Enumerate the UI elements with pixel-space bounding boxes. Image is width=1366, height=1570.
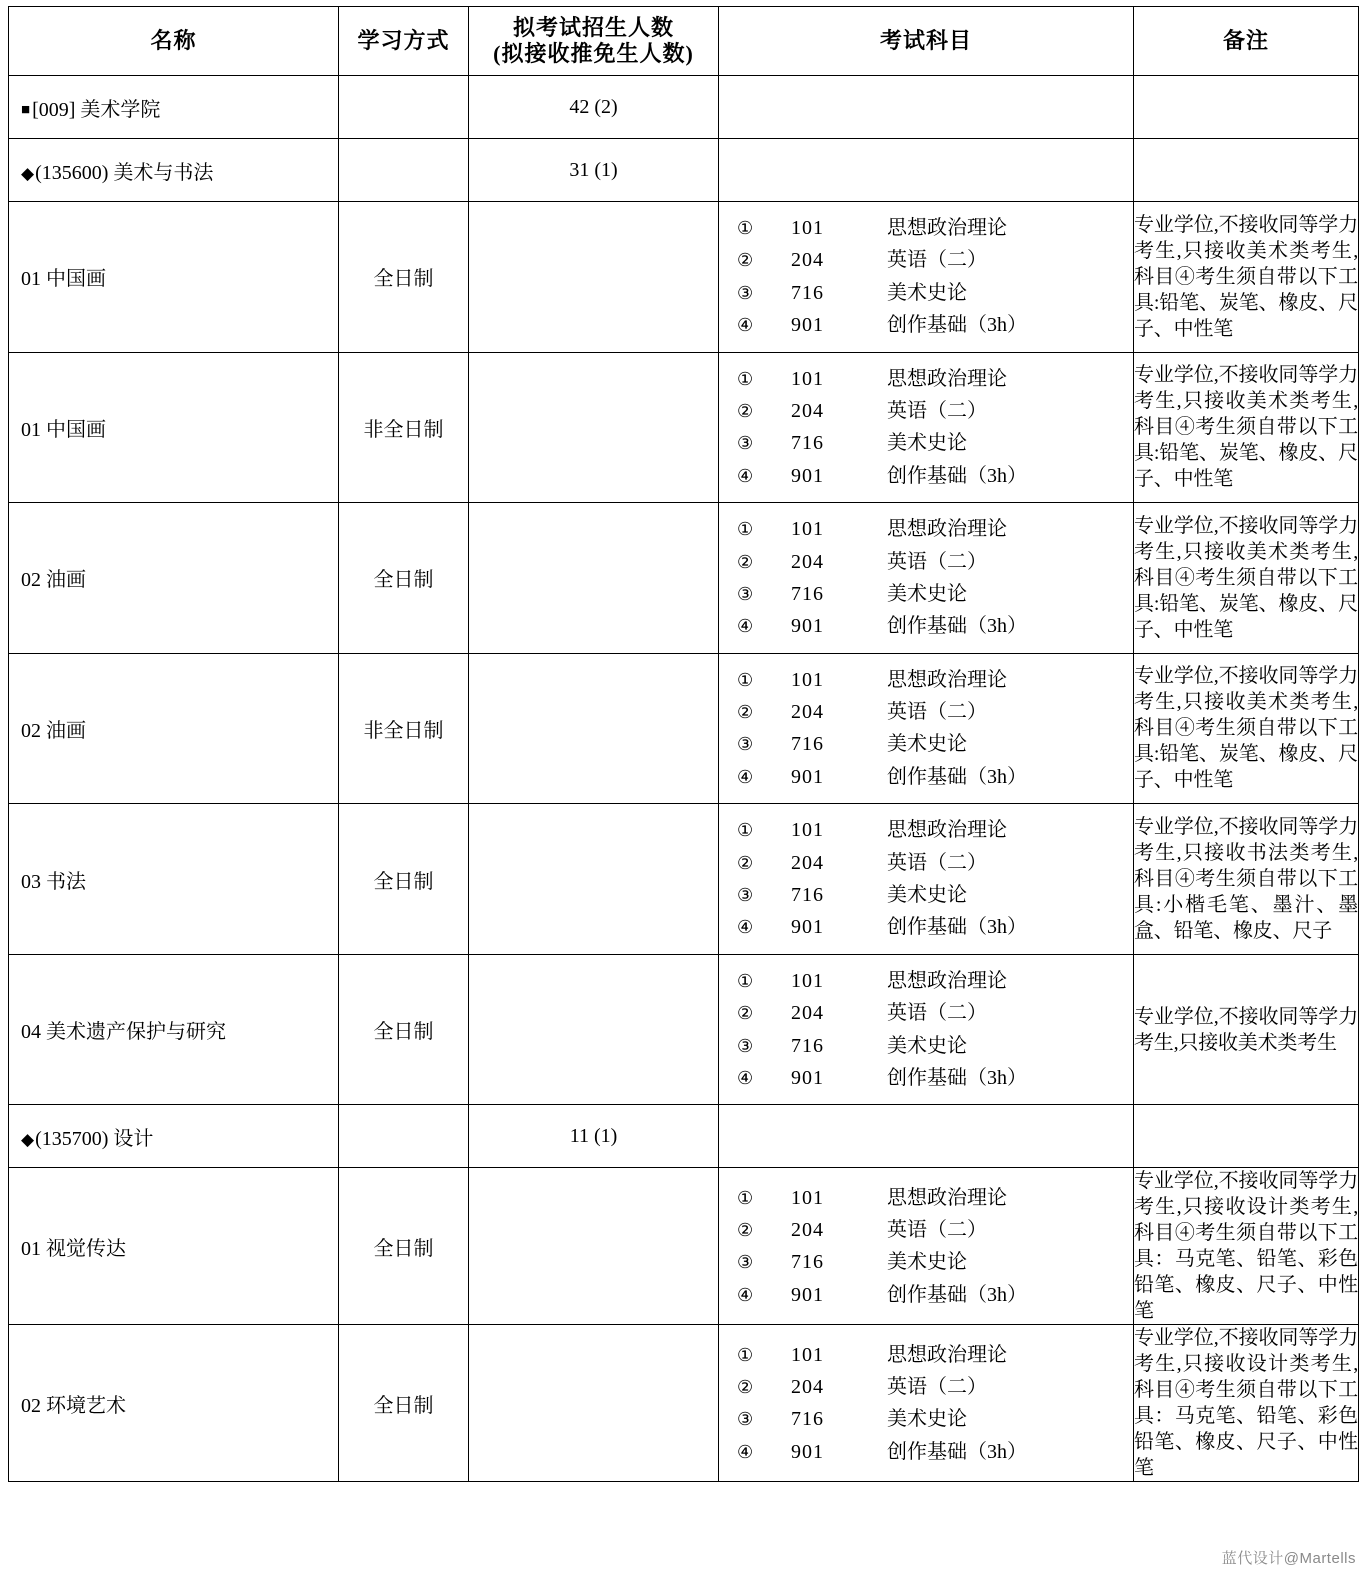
subject-code: 204 bbox=[791, 1375, 824, 1398]
subject-code: 716 bbox=[791, 733, 824, 756]
cell-study-mode bbox=[339, 139, 469, 202]
subject-line bbox=[737, 911, 1133, 943]
subject-code: 101 bbox=[791, 668, 824, 691]
subject-list bbox=[719, 955, 1133, 1105]
subject-title: 思想政治理论 bbox=[887, 1343, 1007, 1366]
subject-code: 204 bbox=[791, 249, 824, 272]
subject-code: 204 bbox=[791, 701, 824, 724]
cell-notes bbox=[1134, 1105, 1359, 1168]
subject-title: 思想政治理论 bbox=[887, 668, 1007, 691]
subject-index: ① bbox=[737, 1187, 754, 1208]
subject-title: 思想政治理论 bbox=[887, 1186, 1007, 1209]
subject-code: 716 bbox=[791, 281, 824, 304]
subject-index: ② bbox=[737, 852, 754, 873]
table-row bbox=[9, 503, 1359, 654]
subject-title: 创作基础（3h） bbox=[887, 314, 1027, 337]
cell-quota: 31 (1) bbox=[469, 139, 719, 202]
subject-list bbox=[719, 503, 1133, 653]
cell-exam-subjects bbox=[719, 503, 1134, 654]
subject-index: ③ bbox=[737, 734, 754, 755]
subject-line bbox=[737, 546, 1133, 578]
table-body bbox=[9, 76, 1359, 1482]
cell-notes: 专业学位,不接收同等学力考生,只接收美术类考生 bbox=[1134, 954, 1359, 1105]
subject-title: 创作基础（3h） bbox=[887, 464, 1027, 487]
subject-code: 101 bbox=[791, 518, 824, 541]
subject-title: 美术史论 bbox=[887, 432, 967, 455]
subject-title: 创作基础（3h） bbox=[887, 916, 1027, 939]
subject-line bbox=[737, 1279, 1133, 1311]
subject-index: ② bbox=[737, 1219, 754, 1240]
cell-notes: 专业学位,不接收同等学力考生,只接收设计类考生,科目④考生须自带以下工具：马克笔、铅笔、彩色铅笔、橡皮、尺子、中性笔 bbox=[1134, 1325, 1359, 1482]
subject-line bbox=[737, 761, 1133, 793]
subject-title: 创作基础（3h） bbox=[887, 765, 1027, 788]
subject-index: ④ bbox=[737, 1067, 754, 1088]
subject-list bbox=[719, 202, 1133, 352]
name-label: 01 中国画 bbox=[21, 268, 106, 291]
table-row bbox=[9, 653, 1359, 804]
name-label: 01 视觉传达 bbox=[21, 1237, 126, 1260]
subject-title: 思想政治理论 bbox=[887, 518, 1007, 541]
subject-index: ④ bbox=[737, 616, 754, 637]
subject-code: 204 bbox=[791, 851, 824, 874]
table-row bbox=[9, 954, 1359, 1105]
subject-line bbox=[737, 1182, 1133, 1214]
subject-line bbox=[737, 212, 1133, 244]
header-notes: 备注 bbox=[1134, 7, 1359, 76]
table-header-row bbox=[9, 7, 1359, 76]
subject-code: 101 bbox=[791, 819, 824, 842]
cell-notes: 专业学位,不接收同等学力考生,只接收美术类考生,科目④考生须自带以下工具:铅笔、炭笔、橡皮、尺子、中性笔 bbox=[1134, 503, 1359, 654]
subject-line bbox=[737, 879, 1133, 911]
subject-line bbox=[737, 1062, 1133, 1094]
cell-name bbox=[9, 1325, 339, 1482]
cell-name bbox=[9, 1105, 339, 1168]
table-row bbox=[9, 1168, 1359, 1325]
subject-index: ② bbox=[737, 1376, 754, 1397]
subject-index: ③ bbox=[737, 433, 754, 454]
header-quota-line2: (拟接收推免生人数) bbox=[493, 41, 694, 66]
cell-name bbox=[9, 139, 339, 202]
subject-index: ① bbox=[737, 368, 754, 389]
name-label: 03 书法 bbox=[21, 870, 86, 893]
subject-index: ③ bbox=[737, 282, 754, 303]
name-label: [009] 美术学院 bbox=[32, 98, 161, 121]
subject-line bbox=[737, 814, 1133, 846]
subject-index: ① bbox=[737, 820, 754, 841]
table-row bbox=[9, 1105, 1359, 1168]
subject-title: 美术史论 bbox=[887, 733, 967, 756]
subject-title: 英语（二） bbox=[887, 1375, 987, 1398]
subject-list bbox=[719, 804, 1133, 954]
subject-code: 901 bbox=[791, 1440, 824, 1463]
cell-quota bbox=[469, 503, 719, 654]
subject-index: ④ bbox=[737, 1441, 754, 1462]
diamond-marker-icon: ◆ bbox=[21, 163, 35, 183]
subject-list bbox=[719, 1329, 1133, 1479]
subject-line bbox=[737, 1436, 1133, 1468]
subject-line bbox=[737, 244, 1133, 276]
subject-index: ④ bbox=[737, 465, 754, 486]
subject-line bbox=[737, 1246, 1133, 1278]
table-row bbox=[9, 202, 1359, 353]
subject-code: 901 bbox=[791, 916, 824, 939]
admissions-table bbox=[8, 6, 1359, 1482]
table-row bbox=[9, 76, 1359, 139]
subject-list bbox=[719, 654, 1133, 804]
cell-name bbox=[9, 202, 339, 353]
cell-notes: 专业学位,不接收同等学力考生,只接收美术类考生,科目④考生须自带以下工具:铅笔、炭笔、橡皮、尺子、中性笔 bbox=[1134, 202, 1359, 353]
subject-title: 英语（二） bbox=[887, 701, 987, 724]
cell-quota bbox=[469, 1168, 719, 1325]
subject-code: 716 bbox=[791, 1251, 824, 1274]
header-quota-line1: 拟考试招生人数 bbox=[512, 14, 674, 40]
subject-line bbox=[737, 696, 1133, 728]
subject-list bbox=[719, 1172, 1133, 1322]
subject-index: ④ bbox=[737, 1284, 754, 1305]
subject-index: ① bbox=[737, 970, 754, 991]
subject-index: ① bbox=[737, 218, 754, 238]
subject-line bbox=[737, 1339, 1133, 1371]
subject-index: ② bbox=[737, 250, 754, 271]
subject-title: 创作基础（3h） bbox=[887, 1440, 1027, 1463]
subject-line bbox=[737, 277, 1133, 309]
cell-study-mode: 全日制 bbox=[339, 804, 469, 955]
subject-line bbox=[737, 965, 1133, 997]
subject-title: 英语（二） bbox=[887, 851, 987, 874]
subject-code: 901 bbox=[791, 615, 824, 638]
subject-title: 创作基础（3h） bbox=[887, 1066, 1027, 1089]
subject-title: 思想政治理论 bbox=[887, 217, 1007, 239]
table-row bbox=[9, 1325, 1359, 1482]
subject-line bbox=[737, 460, 1133, 492]
subject-index: ① bbox=[737, 1344, 754, 1365]
subject-title: 美术史论 bbox=[887, 281, 967, 304]
subject-title: 思想政治理论 bbox=[887, 969, 1007, 992]
subject-code: 716 bbox=[791, 1408, 824, 1431]
subject-line bbox=[737, 997, 1133, 1029]
subject-index: ④ bbox=[737, 766, 754, 787]
subject-title: 美术史论 bbox=[887, 1251, 967, 1274]
subject-title: 思想政治理论 bbox=[887, 367, 1007, 390]
subject-title: 美术史论 bbox=[887, 582, 967, 605]
cell-exam-subjects bbox=[719, 1325, 1134, 1482]
subject-line bbox=[737, 427, 1133, 459]
cell-quota: 42 (2) bbox=[469, 76, 719, 139]
cell-notes: 专业学位,不接收同等学力考生,只接收设计类考生,科目④考生须自带以下工具：马克笔、铅笔、彩色铅笔、橡皮、尺子、中性笔 bbox=[1134, 1168, 1359, 1325]
subject-title: 美术史论 bbox=[887, 1034, 967, 1057]
subject-index: ③ bbox=[737, 885, 754, 906]
cell-quota bbox=[469, 804, 719, 955]
subject-code: 901 bbox=[791, 1283, 824, 1306]
subject-code: 204 bbox=[791, 399, 824, 422]
subject-index: ④ bbox=[737, 315, 754, 336]
cell-notes: 专业学位,不接收同等学力考生,只接收美术类考生,科目④考生须自带以下工具:铅笔、炭笔、橡皮、尺子、中性笔 bbox=[1134, 352, 1359, 503]
header-exam-subjects: 考试科目 bbox=[719, 7, 1134, 76]
subject-line bbox=[737, 728, 1133, 760]
cell-notes bbox=[1134, 76, 1359, 139]
subject-code: 101 bbox=[791, 217, 824, 239]
cell-quota bbox=[469, 1325, 719, 1482]
name-label: 02 油画 bbox=[21, 719, 86, 742]
subject-code: 716 bbox=[791, 884, 824, 907]
cell-exam-subjects bbox=[719, 139, 1134, 202]
subject-code: 716 bbox=[791, 1034, 824, 1057]
cell-quota: 11 (1) bbox=[469, 1105, 719, 1168]
subject-title: 美术史论 bbox=[887, 1408, 967, 1431]
subject-line bbox=[737, 1214, 1133, 1246]
subject-code: 901 bbox=[791, 765, 824, 788]
subject-index: ② bbox=[737, 702, 754, 723]
cell-study-mode: 非全日制 bbox=[339, 352, 469, 503]
cell-name bbox=[9, 1168, 339, 1325]
cell-exam-subjects bbox=[719, 1105, 1134, 1168]
name-label: 01 中国画 bbox=[21, 418, 106, 441]
cell-name bbox=[9, 804, 339, 955]
cell-quota bbox=[469, 954, 719, 1105]
subject-line bbox=[737, 1371, 1133, 1403]
cell-study-mode: 全日制 bbox=[339, 503, 469, 654]
table-row bbox=[9, 804, 1359, 955]
subject-index: ① bbox=[737, 519, 754, 540]
subject-line bbox=[737, 309, 1133, 341]
subject-line bbox=[737, 363, 1133, 395]
name-label: 02 油画 bbox=[21, 569, 86, 592]
cell-notes: 专业学位,不接收同等学力考生,只接收美术类考生,科目④考生须自带以下工具:铅笔、炭笔、橡皮、尺子、中性笔 bbox=[1134, 653, 1359, 804]
subject-index: ③ bbox=[737, 583, 754, 604]
subject-index: ③ bbox=[737, 1035, 754, 1056]
subject-line bbox=[737, 1030, 1133, 1062]
subject-title: 英语（二） bbox=[887, 550, 987, 573]
cell-study-mode: 全日制 bbox=[339, 1325, 469, 1482]
subject-index: ③ bbox=[737, 1252, 754, 1273]
subject-line bbox=[737, 395, 1133, 427]
table-row bbox=[9, 139, 1359, 202]
name-label: (135700) 设计 bbox=[35, 1127, 154, 1150]
subject-index: ③ bbox=[737, 1409, 754, 1430]
subject-title: 思想政治理论 bbox=[887, 819, 1007, 842]
subject-index: ② bbox=[737, 1003, 754, 1024]
cell-exam-subjects bbox=[719, 1168, 1134, 1325]
subject-code: 101 bbox=[791, 367, 824, 390]
header-study-mode: 学习方式 bbox=[339, 7, 469, 76]
cell-quota bbox=[469, 352, 719, 503]
subject-code: 901 bbox=[791, 464, 824, 487]
name-label: 02 环境艺术 bbox=[21, 1394, 126, 1417]
name-label: (135600) 美术与书法 bbox=[35, 161, 214, 184]
subject-title: 创作基础（3h） bbox=[887, 615, 1027, 638]
subject-code: 204 bbox=[791, 550, 824, 573]
cell-exam-subjects bbox=[719, 202, 1134, 353]
subject-title: 英语（二） bbox=[887, 1002, 987, 1025]
cell-exam-subjects bbox=[719, 954, 1134, 1105]
cell-study-mode bbox=[339, 76, 469, 139]
cell-exam-subjects bbox=[719, 653, 1134, 804]
subject-code: 204 bbox=[791, 1002, 824, 1025]
subject-line bbox=[737, 1403, 1133, 1435]
subject-code: 101 bbox=[791, 1343, 824, 1366]
watermark: 蓝代设计@Martells bbox=[1221, 1550, 1356, 1567]
cell-exam-subjects bbox=[719, 804, 1134, 955]
subject-line bbox=[737, 513, 1133, 545]
header-name: 名称 bbox=[9, 7, 339, 76]
subject-code: 204 bbox=[791, 1218, 824, 1241]
cell-notes: 专业学位,不接收同等学力考生,只接收书法类考生,科目④考生须自带以下工具:小楷毛笔、墨汁、墨盒、铅笔、橡皮、尺子 bbox=[1134, 804, 1359, 955]
subject-line bbox=[737, 578, 1133, 610]
subject-line bbox=[737, 610, 1133, 642]
subject-code: 101 bbox=[791, 969, 824, 992]
cell-study-mode bbox=[339, 1105, 469, 1168]
cell-quota bbox=[469, 653, 719, 804]
subject-title: 美术史论 bbox=[887, 884, 967, 907]
subject-code: 101 bbox=[791, 1186, 824, 1209]
cell-name bbox=[9, 503, 339, 654]
subject-line bbox=[737, 847, 1133, 879]
subject-code: 901 bbox=[791, 314, 824, 337]
subject-code: 901 bbox=[791, 1066, 824, 1089]
subject-index: ② bbox=[737, 400, 754, 421]
subject-title: 英语（二） bbox=[887, 249, 987, 272]
header-quota bbox=[469, 7, 719, 76]
cell-name bbox=[9, 352, 339, 503]
subject-list bbox=[719, 353, 1133, 503]
subject-index: ② bbox=[737, 551, 754, 572]
cell-study-mode: 全日制 bbox=[339, 202, 469, 353]
cell-name bbox=[9, 76, 339, 139]
diamond-marker-icon: ◆ bbox=[21, 1129, 35, 1149]
subject-title: 英语（二） bbox=[887, 1218, 987, 1241]
cell-notes bbox=[1134, 139, 1359, 202]
cell-name bbox=[9, 954, 339, 1105]
table-row bbox=[9, 352, 1359, 503]
cell-quota bbox=[469, 202, 719, 353]
cell-exam-subjects bbox=[719, 352, 1134, 503]
square-marker-icon: ■ bbox=[21, 101, 31, 118]
subject-code: 716 bbox=[791, 432, 824, 455]
name-label: 04 美术遗产保护与研究 bbox=[21, 1021, 226, 1044]
subject-code: 716 bbox=[791, 582, 824, 605]
subject-title: 英语（二） bbox=[887, 399, 987, 422]
subject-index: ④ bbox=[737, 917, 754, 938]
subject-title: 创作基础（3h） bbox=[887, 1283, 1027, 1306]
cell-name bbox=[9, 653, 339, 804]
cell-study-mode: 全日制 bbox=[339, 954, 469, 1105]
cell-study-mode: 全日制 bbox=[339, 1168, 469, 1325]
cell-study-mode: 非全日制 bbox=[339, 653, 469, 804]
subject-index: ① bbox=[737, 669, 754, 690]
subject-line bbox=[737, 664, 1133, 696]
cell-exam-subjects bbox=[719, 76, 1134, 139]
